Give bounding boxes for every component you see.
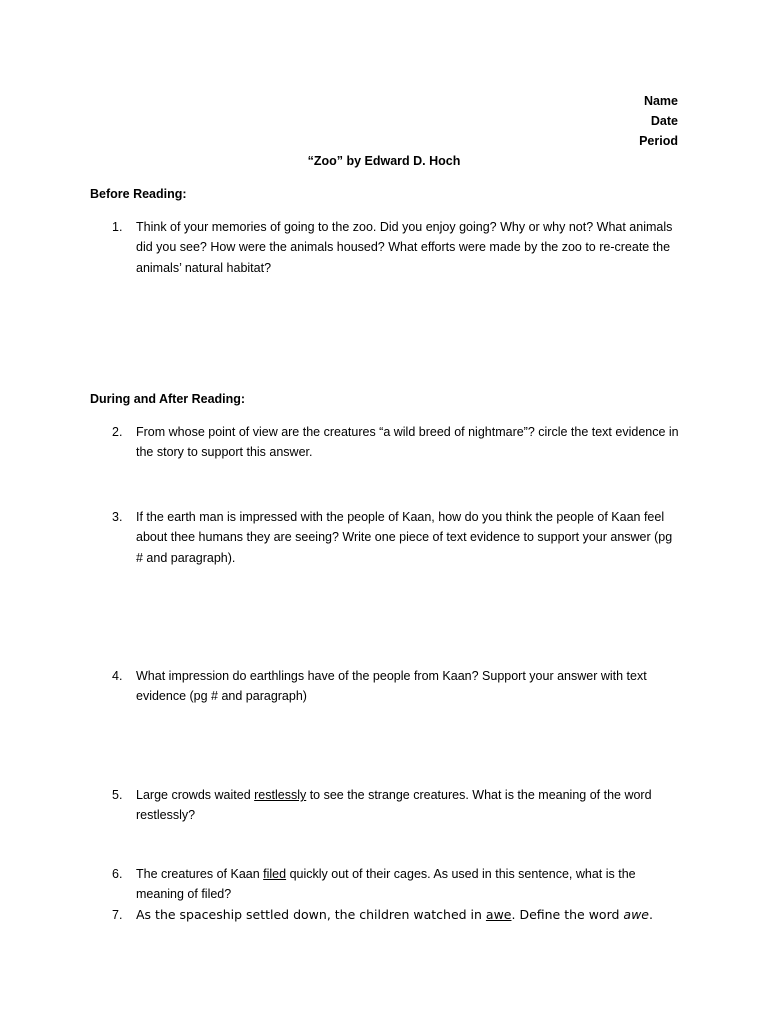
question-7-text-post: . — [649, 907, 653, 922]
worksheet-title: “Zoo” by Edward D. Hoch — [307, 154, 461, 168]
question-5-number: 5. — [112, 788, 123, 802]
question-6-text-post: quickly out of their cages. As used in this sentence, what is the meaning of filed? — [136, 867, 636, 902]
question-3-number: 3. — [112, 510, 123, 524]
question-4-text: What impression do earthlings have of the people from Kaan? Support your answer with text evidence (pg # and paragraph) — [136, 669, 647, 704]
question-6-vocab-word: filed — [263, 867, 287, 881]
question-7-italic-word: awe — [623, 907, 649, 922]
question-2-number: 2. — [112, 425, 123, 439]
question-5-text-pre: Large crowds waited — [136, 788, 255, 802]
question-7-number: 7. — [112, 908, 123, 922]
question-5-text — [136, 785, 681, 826]
question-6-number: 6. — [112, 867, 123, 881]
period-label: Period — [639, 134, 678, 148]
question-1-number: 1. — [112, 220, 123, 234]
section-during-after-reading: During and After Reading: — [90, 392, 246, 406]
name-label: Name — [643, 94, 678, 108]
question-2-text: From whose point of view are the creatures “a wild breed of nightmare”? circle the text evidence in the story to support this answer. — [136, 425, 679, 460]
question-7-text — [136, 905, 681, 925]
question-6-text-pre: The creatures of Kaan — [136, 867, 264, 881]
question-3-text: If the earth man is impressed with the people of Kaan, how do you think the people of Kaan feel about thee humans they are seeing? Write one piece of text evidence to support your answer (pg # and paragraph). — [136, 510, 673, 565]
section-before-reading: Before Reading: — [90, 187, 187, 201]
question-7-vocab-word: awe — [485, 907, 512, 922]
question-4-number: 4. — [112, 669, 123, 683]
question-7-text-pre: As the spaceship settled down, the children watched in — [136, 907, 486, 922]
question-6-text — [136, 864, 681, 905]
date-label: Date — [650, 114, 678, 128]
question-1-text: Think of your memories of going to the zoo. Did you enjoy going? Why or why not? What animals did you see? How were the animals housed? What efforts were made by the zoo to re-create the animals’ natural habitat? — [136, 220, 673, 275]
question-5-vocab-word: restlessly — [254, 788, 307, 802]
question-5-text-post: to see the strange creatures. What is the meaning of the word restlessly? — [136, 788, 652, 823]
question-7-text-mid: . Define the word — [511, 907, 624, 922]
